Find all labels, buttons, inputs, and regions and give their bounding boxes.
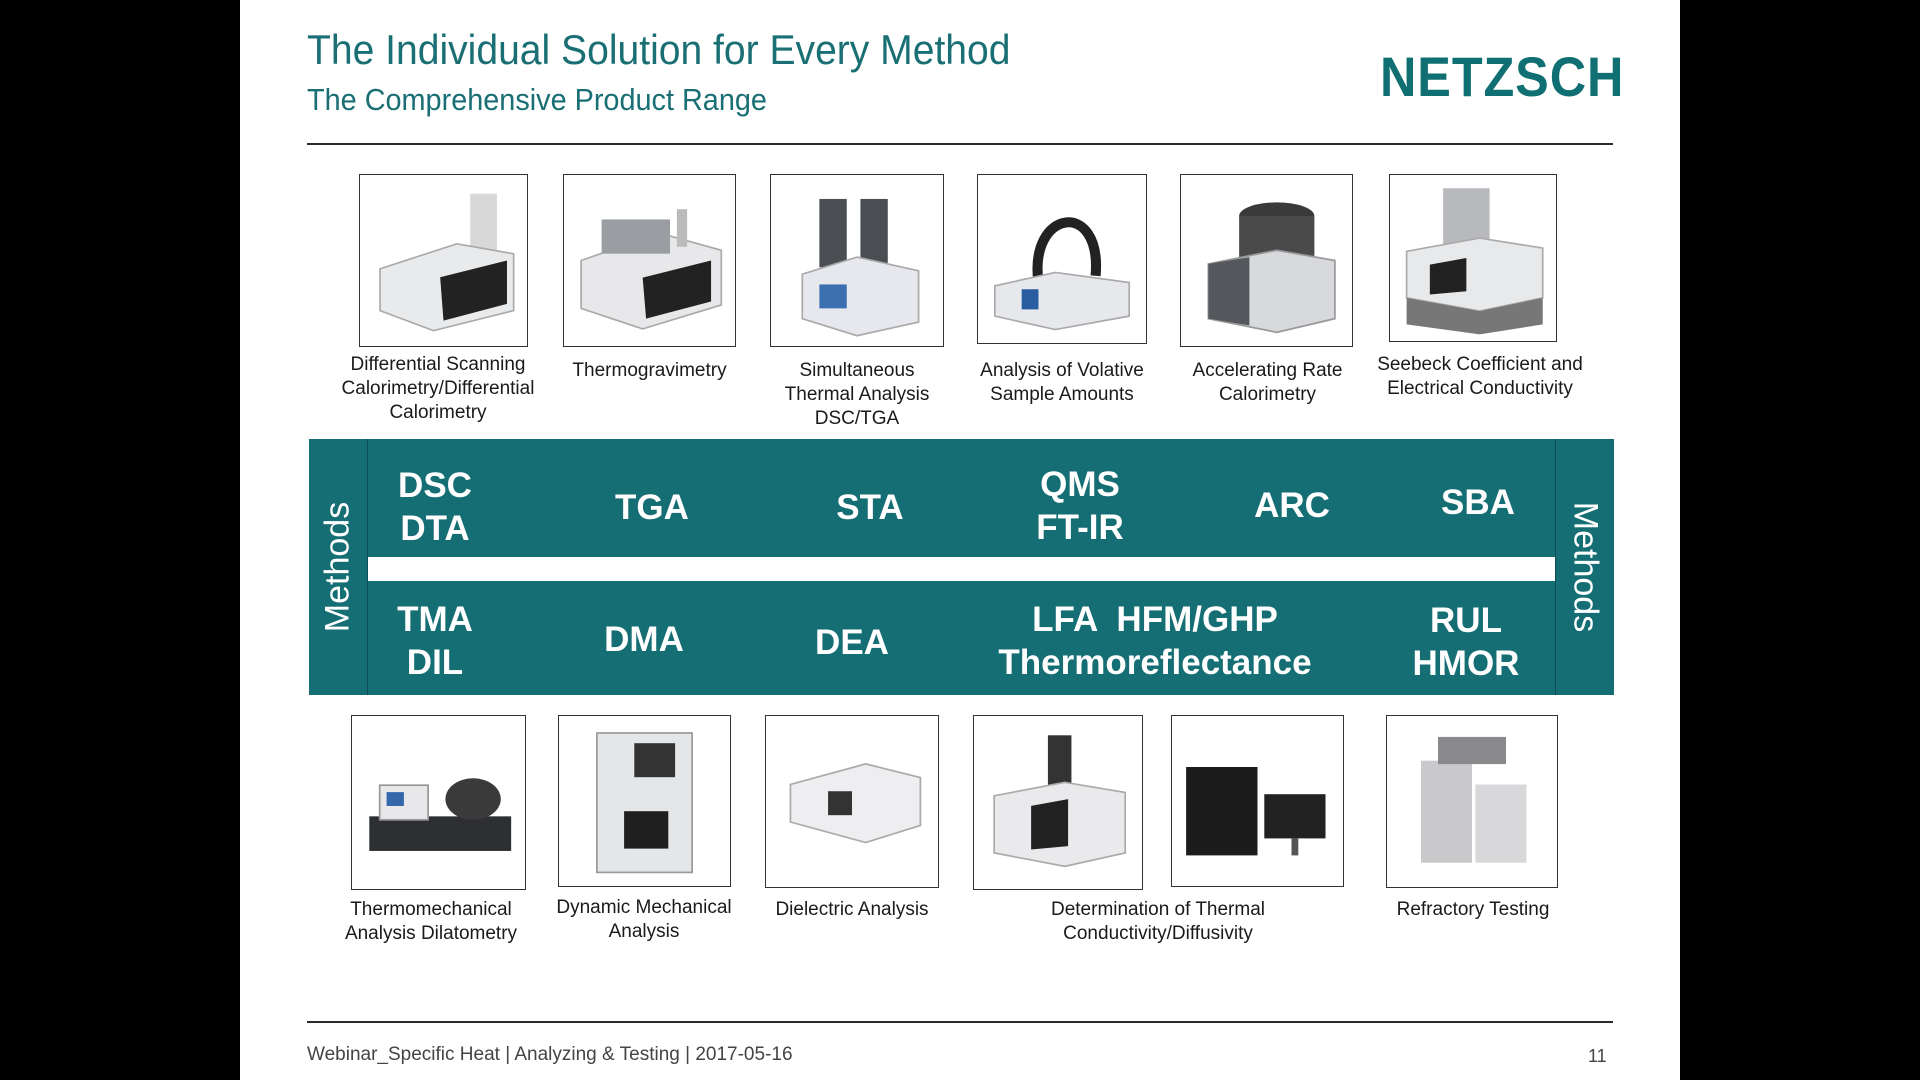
netzsch-logo: NETZSCH	[1380, 45, 1625, 108]
caption-refractory: Refractory Testing	[1396, 899, 1550, 920]
refractory-instrument-icon	[1386, 715, 1558, 888]
header-divider	[307, 143, 1613, 145]
methods-row-divider	[368, 557, 1555, 581]
lfa-instrument-icon	[973, 715, 1143, 890]
qms-instrument-icon	[977, 174, 1147, 344]
caption-thermal-conductivity: Determination of Thermal Conductivity/Diffusivity	[1050, 899, 1266, 944]
method-arc: ARC	[1254, 486, 1330, 525]
method-tga: TGA	[615, 488, 689, 527]
method-rul-hmor: RUL HMOR	[1412, 601, 1520, 683]
caption-sba: Seebeck Coefficient and Electrical Conductivity	[1377, 354, 1583, 399]
hfm-instrument-icon	[1171, 715, 1344, 887]
method-lfa-hfm-thermoreflectance: LFA HFM/GHP Thermoreflectance	[998, 600, 1312, 682]
caption-tma-dil: Thermomechanical Analysis Dilatometry	[344, 899, 518, 944]
caption-dea: Dielectric Analysis	[775, 899, 929, 920]
method-dma: DMA	[604, 620, 684, 659]
footer-text: Webinar_Specific Heat | Analyzing & Testing | 2017-05-16	[307, 1044, 793, 1065]
method-sba: SBA	[1441, 483, 1515, 522]
dilatometer-instrument-icon	[351, 715, 526, 890]
tga-instrument-icon	[563, 174, 736, 347]
footer-divider	[307, 1021, 1613, 1023]
caption-qms: Analysis of Volative Sample Amounts	[980, 360, 1144, 405]
slide-title: The Individual Solution for Every Method	[307, 26, 1011, 73]
sba-instrument-icon	[1389, 174, 1557, 342]
method-tma-dil: TMA DIL	[397, 600, 473, 682]
caption-dsc: Differential Scanning Calorimetry/Differential Calorimetry	[341, 354, 535, 423]
slide-subtitle: The Comprehensive Product Range	[307, 82, 767, 117]
caption-arc: Accelerating Rate Calorimetry	[1192, 360, 1343, 405]
method-dea: DEA	[815, 623, 889, 662]
page-number: 11	[1588, 1046, 1607, 1066]
dsc-instrument-icon	[359, 174, 528, 347]
dea-instrument-icon	[765, 715, 939, 888]
dma-instrument-icon	[558, 715, 731, 887]
caption-dma: Dynamic Mechanical Analysis	[556, 897, 732, 942]
method-sta: STA	[836, 488, 904, 527]
sta-instrument-icon	[770, 174, 944, 347]
slide	[240, 0, 1680, 1080]
methods-label-right: Methods	[1555, 439, 1614, 695]
caption-tga: Thermogravimetry	[572, 360, 727, 381]
caption-sta: Simultaneous Thermal Analysis DSC/TGA	[784, 360, 930, 429]
method-dsc-dta: DSC DTA	[398, 466, 472, 548]
method-qms-ftir: QMS FT-IR	[1036, 465, 1124, 547]
arc-instrument-icon	[1180, 174, 1353, 347]
methods-label-left: Methods	[309, 439, 368, 695]
